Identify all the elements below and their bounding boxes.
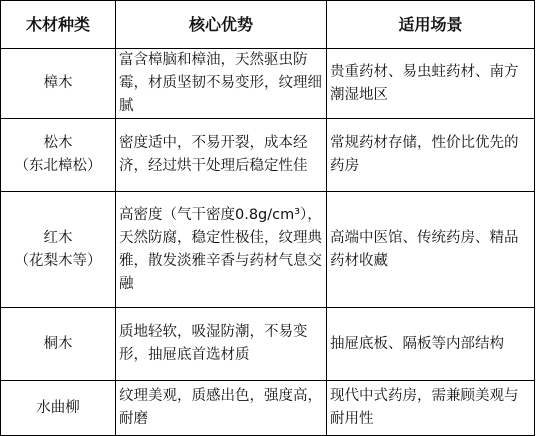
scenario-cell: 贵重药材、易虫蛀药材、南方潮湿地区 xyxy=(327,49,535,119)
wood-name-cell xyxy=(1,381,116,436)
table-header-row xyxy=(1,1,535,49)
header-core-advantage: 核心优势 xyxy=(116,1,327,49)
wood-name: 樟木 xyxy=(43,75,73,91)
wood-name-cell xyxy=(1,49,116,119)
wood-name: 红木 xyxy=(43,229,73,246)
wood-name-cell xyxy=(1,192,116,308)
scenario-cell: 抽屉底板、隔板等内部结构 xyxy=(327,308,535,381)
wood-name: 水曲柳 xyxy=(36,399,80,416)
wood-name-cell xyxy=(1,119,116,192)
table-row xyxy=(1,381,535,436)
table-row xyxy=(1,119,535,192)
wood-name-note: （花梨木等） xyxy=(14,252,102,269)
wood-name: 松木 xyxy=(43,135,73,151)
wood-name: 桐木 xyxy=(43,335,73,352)
scenario-cell: 常规药材存储，性价比优先的药房 xyxy=(327,119,535,192)
advantage-cell: 质地轻软，吸湿防潮，不易变形，抽屉底首选材质 xyxy=(116,308,327,381)
header-use-scenario: 适用场景 xyxy=(327,1,535,49)
scenario-cell: 现代中式药房，需兼顾美观与耐用性 xyxy=(327,381,535,436)
scenario-cell: 高端中医馆、传统药房、精品药材收藏 xyxy=(327,192,535,308)
table-row xyxy=(1,192,535,308)
table-row xyxy=(1,49,535,119)
advantage-cell: 富含樟脑和樟油，天然驱虫防霉，材质坚韧不易变形，纹理细腻 xyxy=(116,49,327,119)
header-wood-type: 木材种类 xyxy=(1,1,116,49)
advantage-cell: 高密度（气干密度0.8g/cm³），天然防腐，稳定性极佳，纹理典雅，散发淡雅辛香与药材气息交融 xyxy=(116,192,327,308)
wood-name-note: （东北樟松） xyxy=(14,158,102,174)
advantage-cell: 纹理美观，质感出色，强度高，耐磨 xyxy=(116,381,327,436)
advantage-cell: 密度适中，不易开裂，成本经济，经过烘干处理后稳定性佳 xyxy=(116,119,327,192)
table-row xyxy=(1,308,535,381)
wood-name-cell xyxy=(1,308,116,381)
